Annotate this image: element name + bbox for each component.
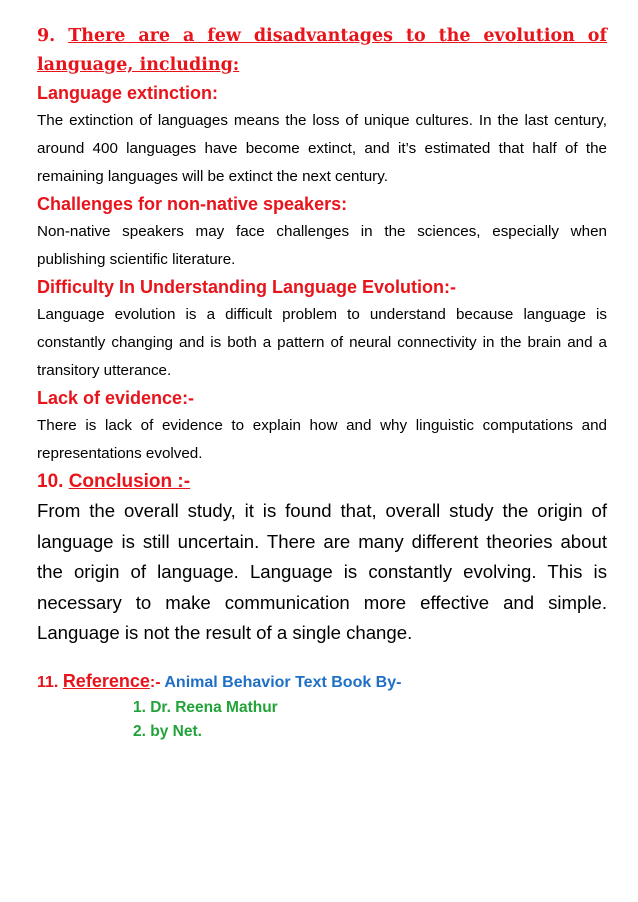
item-3-title: Difficulty In Understanding Language Evolution:- [37, 277, 456, 297]
reference-item-1: 1. Dr. Reena Mathur [133, 698, 278, 716]
section-10-title: Conclusion :- [68, 471, 191, 492]
section-9-number: 9. [37, 26, 56, 46]
item-4-text: There is lack of evidence to explain how and why linguistic computations and representations evolved. [37, 417, 607, 462]
reference-book: Animal Behavior Text Book By- [164, 673, 402, 691]
section-11-heading [37, 668, 607, 696]
section-10-heading [37, 468, 607, 496]
item-2-text: Non-native speakers may face challenges in the sciences, especially when publishing scientific literature. [37, 223, 607, 268]
item-1-text: The extinction of languages means the loss of unique cultures. In the last century, around 400 languages have become extinct, and it’s estimated that half of the remaining languages will be extinct the next century. [37, 112, 607, 185]
item-3-text: Language evolution is a difficult problem to understand because language is constantly changing and is both a pattern of neural connectivity in the brain and a transitory utterance. [37, 306, 607, 379]
section-11-title: Reference [62, 670, 150, 691]
item-1-title: Language extinction: [37, 83, 219, 103]
section-10-number: 10. [37, 471, 64, 492]
document-page [37, 22, 607, 744]
section-9-heading [37, 22, 607, 80]
reference-item-2: 2. by Net. [133, 722, 202, 740]
conclusion-text: From the overall study, it is found that, overall study the origin of language is still uncertain. There are many different theories about the origin of language. Language is constantly evolving. This is necessary to make communication more effective and simple. Language is not the result of a single change. [37, 500, 607, 643]
item-2-title: Challenges for non-native speakers: [37, 194, 348, 214]
item-4-title: Lack of evidence:- [37, 388, 195, 408]
section-11-separator: :- [149, 673, 161, 691]
section-11-number: 11. [37, 673, 59, 691]
section-9-title: There are a few disadvantages to the evolution of language, including: [37, 26, 608, 75]
